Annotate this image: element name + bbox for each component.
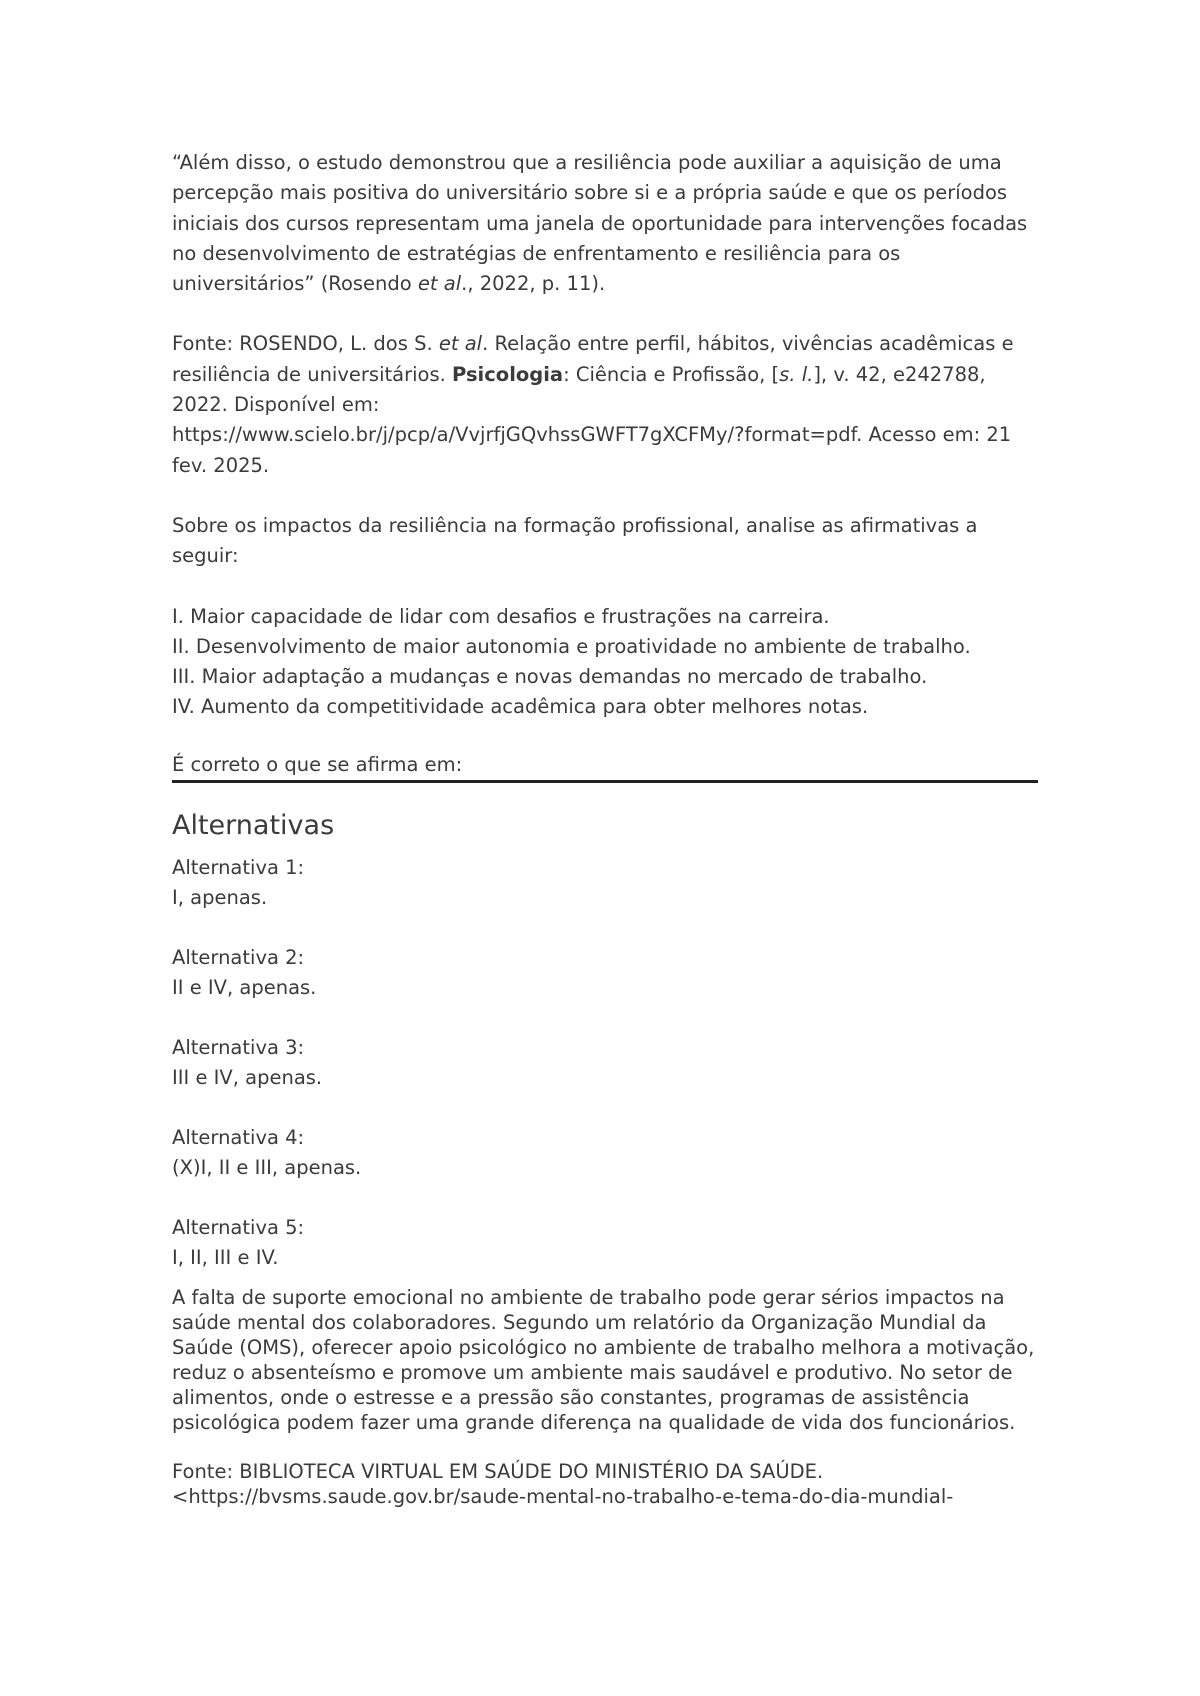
statements-list — [172, 602, 1038, 723]
alternative-text: I, II, III e IV. — [172, 1245, 279, 1269]
statement-item: IV. Aumento da competitividade acadêmica para obter melhores notas. — [172, 695, 869, 719]
alternatives-heading: Alternativas — [172, 809, 335, 841]
alternative-option-5[interactable] — [172, 1213, 1038, 1273]
statement-item: I. Maior capacidade de lidar com desafios e frustrações na carreira. — [172, 604, 830, 628]
alternative-option-4[interactable] — [172, 1123, 1038, 1183]
alternative-text: (X)I, II e III, apenas. — [172, 1155, 362, 1179]
journal-name: Psicologia — [452, 362, 564, 386]
document-page — [172, 148, 1038, 1509]
alternative-label: Alternativa 3: — [172, 1035, 305, 1059]
question-text: Sobre os impactos da resiliência na formação profissional, analise as afirmativas a seguir: — [172, 513, 978, 568]
support-section — [172, 1285, 1038, 1509]
source-url[interactable]: https://www.scielo.br/j/pcp/a/VvjrfjGQvhssGWFT7gXCFMy/?format=pdf — [172, 423, 857, 447]
source-link[interactable]: <https://bvsms.saude.gov.br/saude-mental-no-trabalho-e-tema-do-dia-mundial- — [172, 1484, 954, 1508]
alternative-label: Alternativa 4: — [172, 1125, 305, 1149]
alternative-text: III e IV, apenas. — [172, 1065, 323, 1089]
alternative-label: Alternativa 2: — [172, 945, 305, 969]
alternative-option-1[interactable] — [172, 853, 1038, 913]
support-paragraph: A falta de suporte emocional no ambiente de trabalho pode gerar sérios impactos na saúde mental dos colaboradores. Segundo um relatório da Organização Mundial da Saúde (OMS), oferecer apoio psicológico no ambiente de trabalho melhora a motivação, reduz o absenteísmo e promove um ambiente mais saudável e produtivo. No setor de alimentos, onde o estresse e a pressão são constantes, programas de assistência psicológica podem fazer uma grande diferença na qualidade de vida dos funcionários. — [172, 1285, 1035, 1434]
source-line: Fonte: BIBLIOTECA VIRTUAL EM SAÚDE DO MINISTÉRIO DA SAÚDE. — [172, 1459, 824, 1483]
alternative-option-2[interactable] — [172, 943, 1038, 1003]
statement-item: II. Desenvolvimento de maior autonomia e proatividade no ambiente de trabalho. — [172, 634, 971, 658]
correct-prompt: É correto o que se afirma em: — [172, 752, 1038, 783]
alternative-text: II e IV, apenas. — [172, 975, 317, 999]
source-reference: Fonte: ROSENDO, L. dos S. et al. Relação entre perfil, hábitos, vivências acadêmicas e resiliência de universitários. Psicologia: Ciência e Profissão, [s. l.], v. 42, e242788, 2022. Disponível em: https://www.scielo.br/j/pcp/a/VvjrfjGQvhssGWFT7gXCFMy/?format=pdf. Acesso em: 21 fev. 2025. — [172, 332, 1014, 477]
alternative-text: I, apenas. — [172, 885, 268, 909]
alternative-label: Alternativa 5: — [172, 1215, 305, 1239]
alternative-label: Alternativa 1: — [172, 855, 305, 879]
citation-quote: “Além disso, o estudo demonstrou que a resiliência pode auxiliar a aquisição de uma percepção mais positiva do universitário sobre si e a própria saúde e que os períodos iniciais dos cursos representam uma janela de oportunidade para intervenções focadas no desenvolvimento de estratégias de enfrentamento e resiliência para os universitários” (Rosendo et al., 2022, p. 11). — [172, 151, 1028, 296]
statement-item: III. Maior adaptação a mudanças e novas demandas no mercado de trabalho. — [172, 665, 928, 689]
alternative-option-3[interactable] — [172, 1033, 1038, 1093]
